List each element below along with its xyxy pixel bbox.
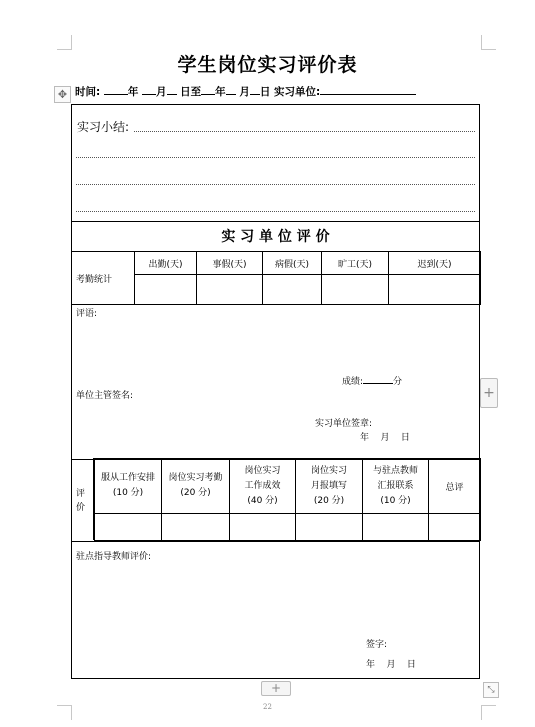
attendance-cell-personal-leave[interactable] — [197, 275, 263, 305]
teacher-eval-label: 驻点指导教师评价: — [76, 552, 152, 562]
attendance-cell-sick-leave[interactable] — [263, 275, 322, 305]
attendance-cell-absent[interactable] — [322, 275, 389, 305]
page-title: 学生岗位实习评价表 — [177, 54, 358, 76]
rating-cell-monthly-report[interactable] — [296, 514, 363, 541]
year-end-blank[interactable] — [201, 84, 215, 95]
rating-cell-obedience[interactable] — [95, 514, 162, 541]
year-end-label: 年 — [215, 86, 226, 98]
page-number: 22 — [263, 703, 272, 711]
summary-bottom-rule — [72, 221, 479, 222]
table-resize-handle-icon[interactable]: ⤡ — [483, 682, 499, 698]
unit-seal-label: 实习单位签章: — [315, 419, 373, 429]
rating-cell-teacher-contact[interactable] — [363, 514, 429, 541]
month-end-blank[interactable] — [226, 84, 236, 95]
attendance-header-late: 迟到(天) — [389, 252, 481, 275]
attendance-header-personal-leave: 事假(天) — [197, 252, 263, 275]
rating-cell-effectiveness[interactable] — [230, 514, 296, 541]
unit-blank[interactable] — [320, 84, 416, 95]
rating-table — [94, 458, 481, 541]
rating-header-total: 总评 — [429, 459, 481, 514]
rating-header-attendance-points: (20 分) — [180, 488, 211, 498]
rating-header-teacher-contact-line2: 汇报联系 — [377, 480, 414, 491]
month-start-blank[interactable] — [142, 84, 156, 95]
rating-header-attendance — [162, 459, 230, 514]
rating-side-cell — [71, 458, 94, 540]
rating-header-monthly-report-line2: 月报填写 — [310, 480, 347, 491]
day-end-label: 日 — [259, 86, 271, 98]
date-line — [75, 84, 416, 99]
rating-bottom-rule — [72, 541, 479, 542]
attendance-cell-present[interactable] — [135, 275, 197, 305]
attendance-header-present: 出勤(天) — [135, 252, 197, 275]
summary-line-1[interactable] — [134, 131, 475, 132]
corner-mark-top-right — [481, 35, 496, 50]
summary-label: 实习小结: — [77, 120, 130, 134]
unit-label: 实习单位: — [273, 86, 321, 98]
year-start-blank[interactable] — [104, 84, 128, 95]
rating-side-label-2: 价 — [76, 503, 86, 513]
supervisor-sign-label: 单位主管签名: — [76, 391, 134, 401]
rating-side-label-1: 评 — [76, 489, 86, 499]
attendance-header-sick-leave: 病假(天) — [263, 252, 322, 275]
rating-header-teacher-contact-points: (10 分) — [380, 495, 411, 506]
day-to-label: 日至 — [180, 86, 202, 98]
year-start-label: 年 — [127, 86, 139, 98]
rating-cell-total[interactable] — [429, 514, 481, 541]
rating-header-monthly-report-points: (20 分) — [313, 495, 345, 506]
rating-header-teacher-contact — [363, 459, 429, 514]
summary-line-4[interactable] — [76, 211, 475, 212]
rating-header-effectiveness-line2: 工作成效 — [244, 480, 281, 491]
corner-mark-top-left — [57, 35, 72, 50]
score-label: 成绩: — [342, 377, 364, 387]
teacher-sign-label: 签字: — [366, 640, 388, 650]
attendance-header-absent: 旷工(天) — [322, 252, 389, 275]
rating-header-obedience-line1: 服从工作安排 — [100, 473, 155, 483]
month-end-label: 月 — [239, 86, 250, 98]
rating-header-attendance-line1: 岗位实习考勤 — [168, 473, 223, 483]
summary-line-3[interactable] — [76, 184, 475, 185]
attendance-cell-late[interactable] — [389, 275, 481, 305]
unit-seal-date: 年 月 日 — [360, 433, 410, 443]
teacher-eval-date: 年 月 日 — [366, 660, 416, 670]
add-column-button[interactable]: + — [480, 378, 498, 408]
rating-header-obedience — [95, 459, 162, 514]
rating-header-teacher-contact-line1: 与驻点教师 — [372, 465, 418, 476]
unit-eval-heading: 实 习 单 位 评 价 — [221, 229, 330, 245]
rating-header-monthly-report — [296, 459, 363, 514]
score-blank[interactable] — [363, 374, 393, 384]
summary-line-2[interactable] — [76, 157, 475, 158]
rating-header-monthly-report-line1: 岗位实习 — [310, 465, 347, 476]
rating-header-effectiveness — [230, 459, 296, 514]
rating-cell-attendance[interactable] — [162, 514, 230, 541]
table-move-handle-icon[interactable]: ✥ — [54, 86, 71, 103]
month-start-label: 月 — [156, 86, 167, 98]
attendance-label: 考勤统计 — [76, 275, 113, 285]
rating-header-effectiveness-points: (40 分) — [247, 495, 278, 506]
day-start-blank[interactable] — [167, 84, 177, 95]
day-end-blank[interactable] — [250, 84, 260, 95]
time-label: 时间: — [75, 86, 101, 98]
add-row-button[interactable]: + — [261, 681, 291, 696]
comment-label: 评语: — [76, 309, 98, 319]
attendance-table — [134, 251, 481, 305]
rating-header-obedience-points: (10 分) — [112, 488, 144, 498]
score-unit: 分 — [393, 377, 403, 387]
score-line — [342, 374, 402, 387]
rating-header-effectiveness-line1: 岗位实习 — [244, 465, 281, 476]
